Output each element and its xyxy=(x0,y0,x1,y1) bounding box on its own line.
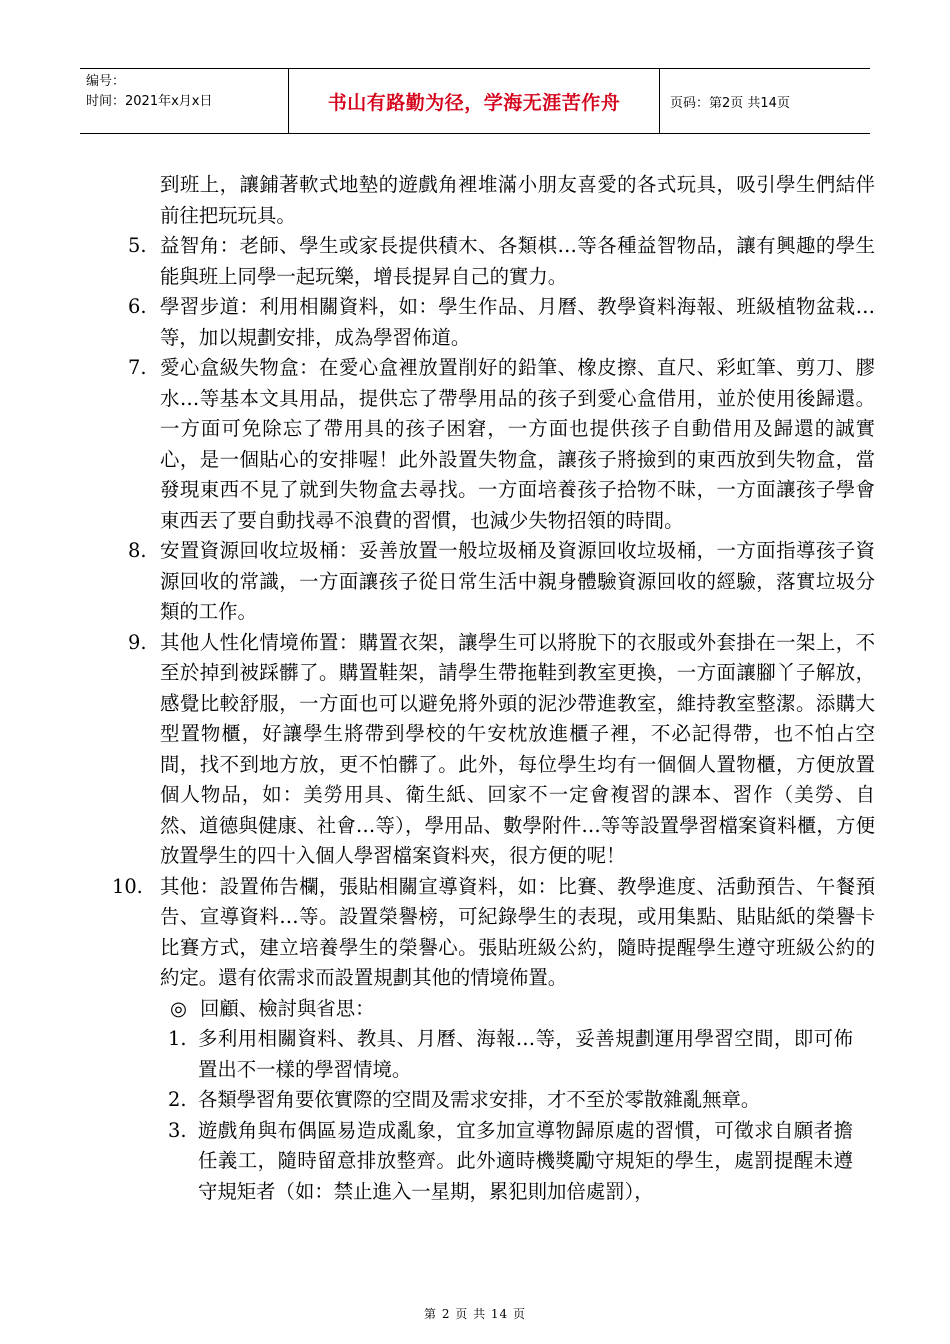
list-text: 益智角：老師、學生或家長提供積木、各類棋…等各種益智物品，讓有興趣的學生能與班上同學一起玩樂，增長提昇自己的實力。 xyxy=(160,234,875,288)
list-number: 10. xyxy=(112,874,143,898)
header-meta xyxy=(80,69,288,133)
list-text: 愛心盒級失物盒：在愛心盒裡放置削好的鉛筆、橡皮擦、直尺、彩虹筆、剪刀、膠水…等基本文具用品，提供忘了帶學用品的孩子到愛心盒借用，並於使用後歸還。一方面可免除忘了帶用具的孩子困窘，一方面也提供孩子自動借用及歸還的誠實心，是一個貼心的安排喔！此外設置失物盒，讓孩子將撿到的東西放到失物盒，當發現東西不見了就到失物盒去尋找。一方面培養孩子拾物不昧，一方面讓孩子學會東西丟了要自動找尋不浪費的習慣，也減少失物招領的時間。 xyxy=(160,356,875,532)
list-item xyxy=(112,872,878,994)
review-number: 3. xyxy=(168,1118,187,1142)
review-item xyxy=(128,1085,878,1116)
review-item xyxy=(128,1024,878,1085)
page-footer: 第 2 页 共 14 页 xyxy=(424,1307,526,1321)
header-motto: 书山有路勤为径，学海无涯苦作舟 xyxy=(288,69,660,133)
list-text: 安置資源回收垃圾桶：妥善放置一般垃圾桶及資源回收垃圾桶，一方面指導孩子資源回收的常識，一方面讓孩子從日常生活中親身體驗資源回收的經驗，落實垃圾分類的工作。 xyxy=(160,539,875,623)
list-item xyxy=(128,628,878,872)
review-text: 各類學習角要依實際的空間及需求安排，才不至於零散雜亂無章。 xyxy=(198,1088,761,1111)
list-number: 8. xyxy=(128,539,147,562)
review-number: 1. xyxy=(168,1027,187,1050)
list-text: 學習步道：利用相關資料，如：學生作品、月曆、教學資料海報、班級植物盆栽…等，加以規劃安排，成為學習佈道。 xyxy=(160,295,875,349)
list-item xyxy=(128,353,878,536)
list-item xyxy=(128,231,878,292)
doc-number-label: 编号： xyxy=(86,74,126,89)
review-text: 多利用相關資料、教具、月曆、海報…等，妥善規劃運用學習空間，即可佈置出不一樣的學習情境。 xyxy=(198,1027,853,1081)
list-number: 7. xyxy=(128,356,147,379)
list-number: 6. xyxy=(128,295,147,318)
document-body xyxy=(112,170,878,1207)
list-number: 9. xyxy=(128,630,147,654)
list-item xyxy=(128,536,878,628)
review-heading xyxy=(128,994,878,1025)
review-text: 遊戲角與布偶區易造成亂象，宜多加宣導物歸原處的習慣，可徵求自願者擔任義工，隨時留意排放整齊。此外適時機獎勵守規矩的學生，處罰提醒未遵守規矩者（如：禁止進入一星期，累犯則加倍處罰）， xyxy=(198,1118,853,1203)
review-number: 2. xyxy=(168,1088,187,1111)
header-page-number: 页码：第2页 共14页 xyxy=(670,95,790,111)
bullseye-icon: ◎ xyxy=(170,996,187,1020)
date-label: 时间：2021年x月x日 xyxy=(86,94,213,109)
review-item xyxy=(128,1116,878,1208)
list-text: 其他：設置佈告欄，張貼相關宣導資料，如：比賽、教學進度、活動預告、午餐預告、宣導資料…等。設置榮譽榜，可紀錄學生的表現，或用集點、貼貼紙的榮譽卡比賽方式，建立培養學生的榮譽心。張貼班級公約，隨時提醒學生遵守班級公約的約定。還有依需求而設置規劃其他的情境佈置。 xyxy=(160,874,875,989)
review-title: 回顧、檢討與省思： xyxy=(200,996,375,1020)
continuation-paragraph: 到班上，讓鋪著軟式地墊的遊戲角裡堆滿小朋友喜愛的各式玩具，吸引學生們結伴前往把玩玩具。 xyxy=(160,173,875,227)
list-text: 其他人性化情境佈置：購置衣架，讓學生可以將脫下的衣服或外套掛在一架上，不至於掉到被踩髒了。購置鞋架，請學生帶拖鞋到教室更換，一方面讓腳丫子解放，感覺比較舒服，一方面也可以避免將外頭的泥沙帶進教室，維持教室整潔。添購大型置物櫃，好讓學生將帶到學校的午安枕放進櫃子裡，不必記得帶，也不怕占空間，找不到地方放，更不怕髒了。此外，每位學生均有一個個人置物櫃，方便放置個人物品，如：美勞用具、衛生紙、回家不一定會複習的課本、習作（美勞、自然、道德與健康、社會…等），學用品、數學附件…等等設置學習檔案資料櫃，方便放置學生的四十入個人學習檔案資料夾，很方便的呢！ xyxy=(160,630,875,867)
list-item xyxy=(128,292,878,353)
list-number: 5. xyxy=(128,234,147,257)
page-header xyxy=(80,68,870,134)
